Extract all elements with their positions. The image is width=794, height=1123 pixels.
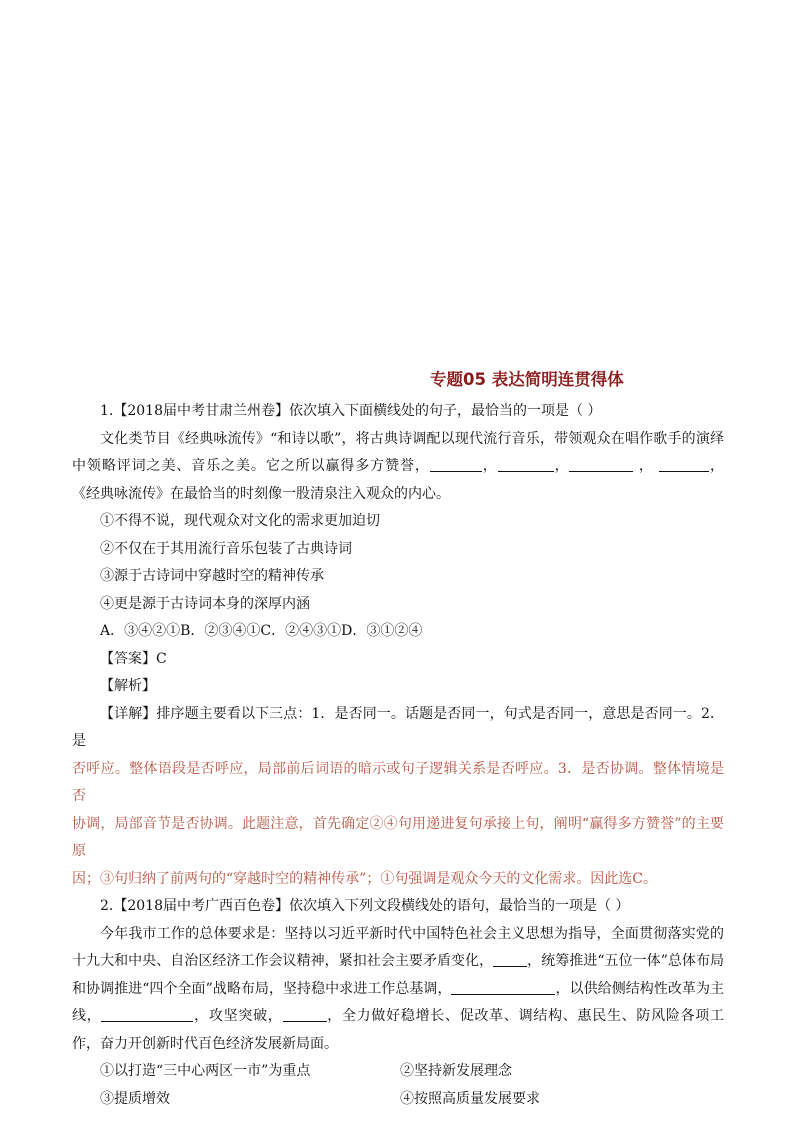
q1-choices: A．③④②①B．②③④①C．②④③①D．③①②④ xyxy=(100,623,423,639)
blank-line xyxy=(101,1007,193,1022)
question-1-stem: 1.【2018届中考甘肃兰州卷】依次填入下面横线处的句子，最恰当的一项是（ ） xyxy=(100,403,602,419)
passage-text: ，统筹推进“五位一体”总体布局和协调推进“四个全面”战略布局，坚持稳中求进工作总基调， xyxy=(72,953,724,997)
blank-line xyxy=(451,980,555,995)
passage-text: ，全力做好稳增长、促改革、调结构、惠民生、防风险各项工作，奋力开创新时代百色经济发展新局面。 xyxy=(72,1008,725,1052)
q1-item-1: ①不得不说，现代观众对文化的需求更加迫切 xyxy=(100,513,380,529)
q1-item-3: ③源于古诗词中穿越时空的精神传承 xyxy=(100,568,324,584)
q2-item-3: ③提质增效 xyxy=(100,1090,170,1107)
blank-line xyxy=(283,1007,327,1022)
blank-line xyxy=(430,457,482,472)
passage-text: 文化类节目《经典咏流传》“和诗以歌”，将古典诗调配以现代流行音乐，带领观众在唱作歌手的演绎中领略评词之美、音乐之美。它之所以赢得多方赞誉， xyxy=(72,430,724,474)
q1-detail-line-3: 协调，局部音节是否协调。此题注意，首先确定②④句用递进复句承接上句，阐明“赢得多方赞誉”的主要原 xyxy=(72,815,724,859)
passage-separator: ， xyxy=(481,458,498,474)
q2-item-2: ②坚持新发展理念 xyxy=(400,1063,512,1079)
q1-detail-line-2: 否呼应。整体语段是否呼应，局部前后词语的暗示或句子逻辑关系是否呼应。3．是否协调。整体情境是否 xyxy=(72,760,724,804)
passage-text: 今年我市工作的总体要求是：坚持以习近平新时代中国特色社会主义思想为指导，全面贯彻落实党的十九大和中央、自治区经济工作会议精神，紧扣社会主要矛盾变化， xyxy=(72,925,724,969)
page-title: 专题05 表达简明连贯得体 xyxy=(430,370,624,389)
q1-detail-line-1: 【详解】排序题主要看以下三点：1．是否同一。话题是否同一，句式是否同一，意思是否同一。2．是 xyxy=(72,705,724,749)
blank-line xyxy=(569,457,633,472)
blank-line xyxy=(493,952,527,967)
q1-answer: 【答案】C xyxy=(100,650,167,667)
passage-separator: ， xyxy=(553,458,570,474)
q2-items-row-1 xyxy=(72,1058,724,1086)
question-2-stem: 2.【2018届中考广西百色卷】依次填入下列文段横线处的语句，最恰当的一项是（ ） xyxy=(100,898,630,914)
passage-separator: ， xyxy=(633,458,654,474)
passage-text: ，以供给侧结构性改革为主线， xyxy=(72,980,724,1024)
q2-item-1: ①以打造“三中心两区一市”为重点 xyxy=(100,1063,311,1079)
q1-item-4: ④更是源于古诗词本身的深厚内涵 xyxy=(100,595,310,612)
q1-detail-line-4: 因；③句归纳了前两句的“穿越时空的精神传承”；①句强调是观众今天的文化需求。因此选C。 xyxy=(72,870,658,887)
q2-item-4: ④按照高质量发展要求 xyxy=(400,1090,540,1107)
passage-text-end: ， 《经典咏流传》在最恰当的时刻像一股清泉注入观众的内心。 xyxy=(72,458,725,502)
q1-analysis-label: 【解析】 xyxy=(100,678,156,694)
blank-line xyxy=(498,457,554,472)
blank-line xyxy=(659,457,709,472)
question-1-passage xyxy=(72,426,724,509)
document-body xyxy=(72,398,724,1113)
question-2-passage xyxy=(72,921,724,1059)
q2-items-row-2 xyxy=(72,1086,724,1114)
q1-item-2: ②不仅在于其用流行音乐包装了古典诗词 xyxy=(100,540,352,557)
passage-text: ，攻坚突破， xyxy=(193,1008,283,1024)
